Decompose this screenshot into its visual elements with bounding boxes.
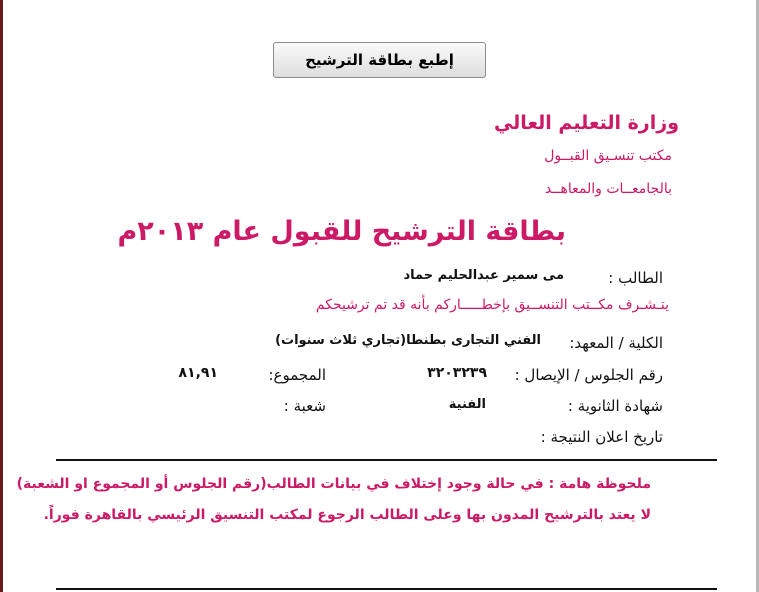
branch-label: شعبة : [283,397,326,415]
student-name: مى سمير عبدالحليم حماد [403,268,564,283]
card-title: بطاقة الترشيح للقبول عام ٢٠١٣م [117,216,566,247]
important-note-line1: ملحوظة هامة : في حالة وجود إختلاف في بيانات الطالب(رقم الجلوس أو المجموع او الشعبة) [16,476,651,492]
office-name-line1: مكتب تنسـيق القبــول [544,148,672,164]
student-label: الطالب : [608,269,663,287]
certificate-value: الفنية [448,397,486,412]
total-value: ٨١,٩١ [178,365,218,381]
total-label: المجموع: [268,366,326,384]
certificate-label: شهادة الثانوية : [567,397,663,415]
nomination-notice: يتـشـرف مكــتب التنســيق بإخطـــــاركم بأنه قد تم ترشيحكم [315,297,669,313]
window-left-border [0,0,3,592]
print-card-button[interactable]: إطبع بطاقة الترشيح [273,42,486,78]
seat-number-label: رقم الجلوس / الإيصال : [514,366,663,384]
college-value: الفني التجارى بطنطا(تجاري ثلاث سنوات) [275,333,541,348]
ministry-name: وزارة التعليم العالي [493,112,679,134]
important-note-line2: لا يعتد بالترشيح المدون بها وعلى الطالب الرجوع لمكتب التنسيق الرئيسي بالقاهرة فوراً. [43,507,651,523]
result-date-label: تاريخ اعلان النتيجة : [540,428,663,446]
divider-top [56,459,717,461]
seat-number-value: ٣٢٠٣٢٣٩ [427,365,487,381]
divider-bottom [56,588,717,590]
office-name-line2: بالجامعــات والمعاهــد [544,181,672,197]
college-label: الكلية / المعهد: [569,334,663,352]
